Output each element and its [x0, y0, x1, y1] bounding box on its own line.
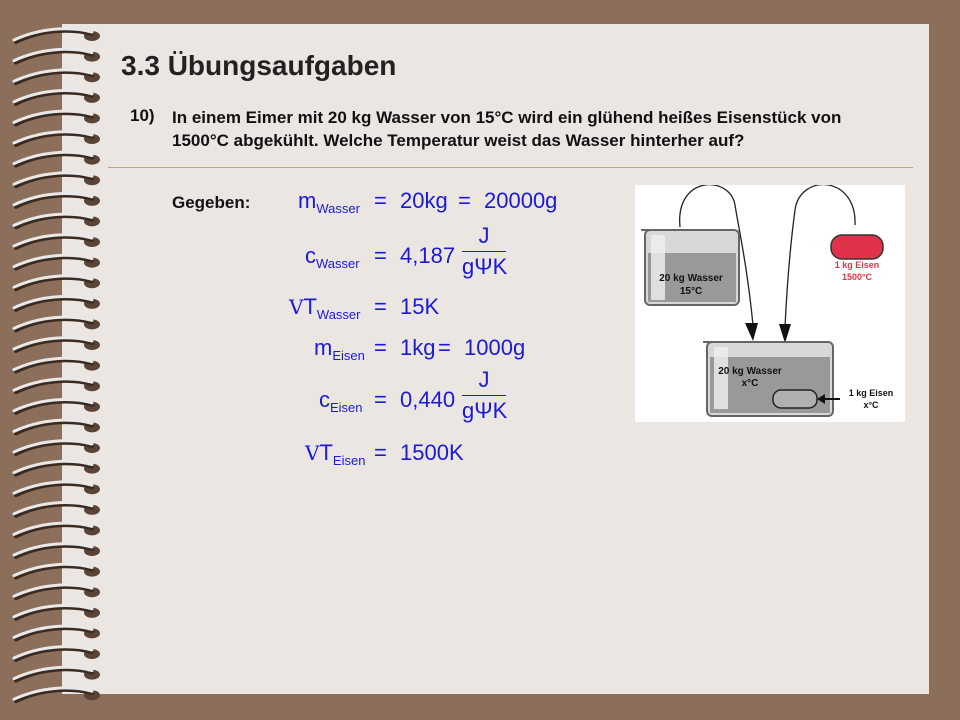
- arrow-head-icon: [745, 323, 758, 341]
- equation-value: 15K: [400, 294, 440, 319]
- beaker2-label-1: 20 kg Wasser: [718, 366, 782, 377]
- spiral-ring: [14, 626, 100, 639]
- equation-value-2: 1000g: [464, 335, 526, 360]
- divider-line: [108, 167, 913, 168]
- spiral-ring: [14, 194, 100, 207]
- unit-fraction: [462, 223, 506, 280]
- equation-c-eisen: [319, 367, 508, 423]
- fraction-numerator: J: [478, 223, 490, 248]
- equals-sign: =: [374, 243, 387, 268]
- spiral-binding: [0, 0, 120, 720]
- beaker1-label-2: 15°C: [679, 286, 703, 297]
- fraction-denominator: gΨK: [462, 254, 508, 279]
- unit-fraction: [462, 367, 506, 424]
- spiral-ring: [14, 482, 100, 495]
- equation-dt-wasser: [289, 294, 440, 322]
- equation-symbol: T: [319, 440, 333, 465]
- equation-subscript: Wasser: [316, 201, 360, 216]
- spiral-ring: [14, 235, 100, 248]
- iron-label-1: 1 kg Eisen: [834, 260, 880, 270]
- equals-sign: =: [458, 188, 471, 213]
- fraction-numerator: J: [478, 367, 490, 392]
- experiment-figure: [635, 185, 905, 422]
- equation-subscript: Eisen: [332, 348, 365, 363]
- spiral-ring: [14, 214, 100, 227]
- spiral-ring: [14, 441, 100, 454]
- equation-symbol: m: [298, 188, 317, 213]
- spiral-ring: [14, 688, 100, 701]
- spiral-ring: [14, 564, 100, 577]
- equation-subscript: Wasser: [316, 307, 361, 322]
- equation-subscript: Wasser: [316, 256, 360, 271]
- spiral-ring: [14, 276, 100, 289]
- spiral-ring: [14, 132, 100, 145]
- iron2-label-2: x°C: [863, 400, 879, 410]
- spiral-ring: [14, 523, 100, 536]
- beaker-2: [703, 342, 833, 416]
- spiral-ring: [14, 667, 100, 680]
- delta-symbol: V: [305, 441, 320, 465]
- equation-value-2: 20000g: [484, 188, 558, 213]
- spiral-ring: [14, 91, 100, 104]
- spiral-ring: [14, 70, 100, 83]
- fraction-bar: [462, 395, 506, 396]
- spiral-ring: [14, 297, 100, 310]
- spiral-ring: [14, 49, 100, 62]
- question-number: 10): [130, 106, 155, 125]
- equation-dt-eisen: [305, 440, 464, 468]
- spiral-ring: [14, 400, 100, 413]
- equation-subscript: Eisen: [330, 400, 363, 415]
- spiral-ring: [14, 647, 100, 660]
- spiral-ring: [14, 544, 100, 557]
- beaker1-label-1: 20 kg Wasser: [659, 273, 723, 284]
- spiral-ring: [14, 29, 100, 42]
- equation-m-wasser: [298, 188, 558, 216]
- equation-subscript: Eisen: [332, 453, 366, 468]
- fraction-denominator: gΨK: [462, 398, 508, 423]
- equation-value: 1kg: [400, 335, 436, 360]
- delta-symbol: V: [289, 295, 304, 319]
- equals-sign: =: [374, 294, 387, 319]
- spiral-ring: [14, 152, 100, 165]
- spiral-ring: [14, 358, 100, 371]
- spiral-ring: [14, 420, 100, 433]
- arrow-head-icon: [779, 324, 791, 343]
- equals-sign: =: [374, 440, 387, 465]
- spiral-ring: [14, 255, 100, 268]
- equation-m-eisen: [314, 335, 526, 363]
- equation-value: 1500K: [400, 440, 464, 465]
- equation-value: 4,187: [400, 243, 456, 268]
- beaker2-label-2: x°C: [741, 378, 759, 389]
- equals-sign: =: [374, 188, 387, 213]
- equation-symbol: c: [305, 243, 316, 268]
- cooled-iron-icon: [773, 390, 817, 408]
- spiral-ring: [14, 585, 100, 598]
- equals-sign: =: [438, 335, 451, 360]
- page-title: 3.3 Übungsaufgaben: [121, 50, 397, 81]
- spiral-ring: [14, 317, 100, 330]
- equation-c-wasser: [305, 223, 508, 279]
- equation-value: 20kg: [400, 188, 448, 213]
- spiral-ring: [14, 338, 100, 351]
- spiral-ring: [14, 606, 100, 619]
- spiral-ring: [14, 111, 100, 124]
- equation-symbol: c: [319, 387, 330, 412]
- equation-symbol: m: [314, 335, 333, 360]
- spiral-ring: [14, 379, 100, 392]
- equals-sign: =: [374, 335, 387, 360]
- spiral-ring: [14, 503, 100, 516]
- iron2-label-1: 1 kg Eisen: [848, 388, 894, 398]
- question-text: In einem Eimer mit 20 kg Wasser von 15°C wird ein glühend heißes Eisenstück von 1500°C abgekühlt. Welche Temperatur weist das Wasser hinterher auf?: [172, 108, 842, 150]
- equation-symbol: T: [303, 294, 317, 319]
- hot-iron-icon: [831, 235, 883, 259]
- given-label: Gegeben:: [172, 193, 251, 212]
- fraction-bar: [462, 251, 506, 252]
- iron-label-2: 1500°C: [841, 272, 873, 282]
- spiral-ring: [14, 461, 100, 474]
- equals-sign: =: [374, 387, 387, 412]
- spiral-ring: [14, 173, 100, 186]
- equation-value: 0,440: [400, 387, 456, 412]
